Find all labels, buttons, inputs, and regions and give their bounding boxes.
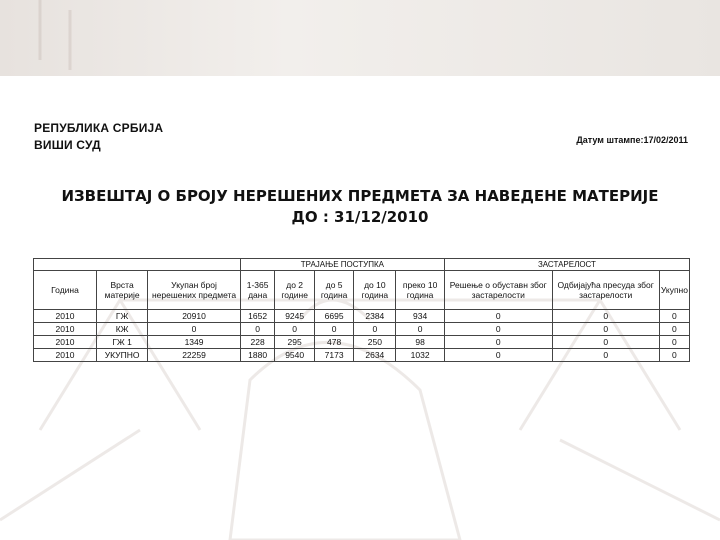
table-row	[34, 336, 690, 349]
print-date: Датум штампе:17/02/2011	[576, 135, 688, 145]
report-title-line2: ДО : 31/12/2010	[291, 208, 429, 226]
table-cell: 0	[396, 323, 445, 336]
table-group-header-row	[34, 259, 690, 271]
table-cell: 6695	[314, 310, 353, 323]
table-cell: ГЖ	[97, 310, 148, 323]
table-cell: 0	[275, 323, 314, 336]
table-cell: 0	[354, 323, 396, 336]
table-cell: 0	[444, 323, 552, 336]
report-table	[33, 258, 690, 362]
column-header: 1-365 дана	[240, 271, 275, 310]
table-cell: 0	[552, 323, 659, 336]
court-header	[34, 120, 163, 154]
table-cell: 0	[444, 336, 552, 349]
table-cell: 2010	[34, 323, 97, 336]
table-cell: 1880	[240, 349, 275, 362]
table-cell: 20910	[148, 310, 241, 323]
table-cell: 295	[275, 336, 314, 349]
table-column-header-row	[34, 271, 690, 310]
table-cell: 1032	[396, 349, 445, 362]
column-header: преко 10 година	[396, 271, 445, 310]
table-row	[34, 310, 690, 323]
table-cell: 0	[444, 310, 552, 323]
group-header-empty	[34, 259, 241, 271]
column-header: Година	[34, 271, 97, 310]
table-cell: 2010	[34, 349, 97, 362]
table-cell: УКУПНО	[97, 349, 148, 362]
table-cell: 0	[552, 310, 659, 323]
table-cell: 0	[659, 323, 689, 336]
table-cell: 228	[240, 336, 275, 349]
table-cell: 250	[354, 336, 396, 349]
table-cell: 2010	[34, 310, 97, 323]
table-cell: 9245	[275, 310, 314, 323]
watermark-top-band	[0, 0, 720, 76]
group-header-obsolescence: ЗАСТАРЕЛОСТ	[444, 259, 689, 271]
table-cell: 0	[552, 349, 659, 362]
column-header: Решење о обуставн због застарелости	[444, 271, 552, 310]
table-cell: 1349	[148, 336, 241, 349]
column-header: до 10 година	[354, 271, 396, 310]
report-title-line1: ИЗВЕШТАЈ О БРОЈУ НЕРЕШЕНИХ ПРЕДМЕТА ЗА НАВЕДЕНЕ МАТЕРИЈЕ	[61, 187, 659, 205]
table-cell: 0	[552, 336, 659, 349]
table-cell: 1652	[240, 310, 275, 323]
column-header: до 2 године	[275, 271, 314, 310]
table-cell: 0	[659, 310, 689, 323]
table-total-row	[34, 349, 690, 362]
table-cell: 934	[396, 310, 445, 323]
column-header: Укупан број нерешених предмета	[148, 271, 241, 310]
table-cell: 2384	[354, 310, 396, 323]
table-cell: 22259	[148, 349, 241, 362]
column-header: Одбијајућа пресуда због застарелости	[552, 271, 659, 310]
court-name: ВИШИ СУД	[34, 138, 101, 152]
table-cell: 7173	[314, 349, 353, 362]
republic-name: РЕПУБЛИКА СРБИЈА	[34, 121, 164, 135]
report-title	[0, 186, 720, 228]
table-cell: 9540	[275, 349, 314, 362]
table-cell: 2634	[354, 349, 396, 362]
column-header: до 5 година	[314, 271, 353, 310]
table-cell: 0	[659, 336, 689, 349]
column-header: Врста материје	[97, 271, 148, 310]
table-cell: 0	[148, 323, 241, 336]
table-cell: 98	[396, 336, 445, 349]
table-cell: 0	[659, 349, 689, 362]
table-cell: ГЖ 1	[97, 336, 148, 349]
table-row	[34, 323, 690, 336]
group-header-duration: ТРАЈАЊЕ ПОСТУПКА	[240, 259, 444, 271]
table-cell: 0	[240, 323, 275, 336]
table-cell: 0	[314, 323, 353, 336]
column-header: Укупно	[659, 271, 689, 310]
table-cell: КЖ	[97, 323, 148, 336]
table-cell: 478	[314, 336, 353, 349]
table-cell: 2010	[34, 336, 97, 349]
table-cell: 0	[444, 349, 552, 362]
